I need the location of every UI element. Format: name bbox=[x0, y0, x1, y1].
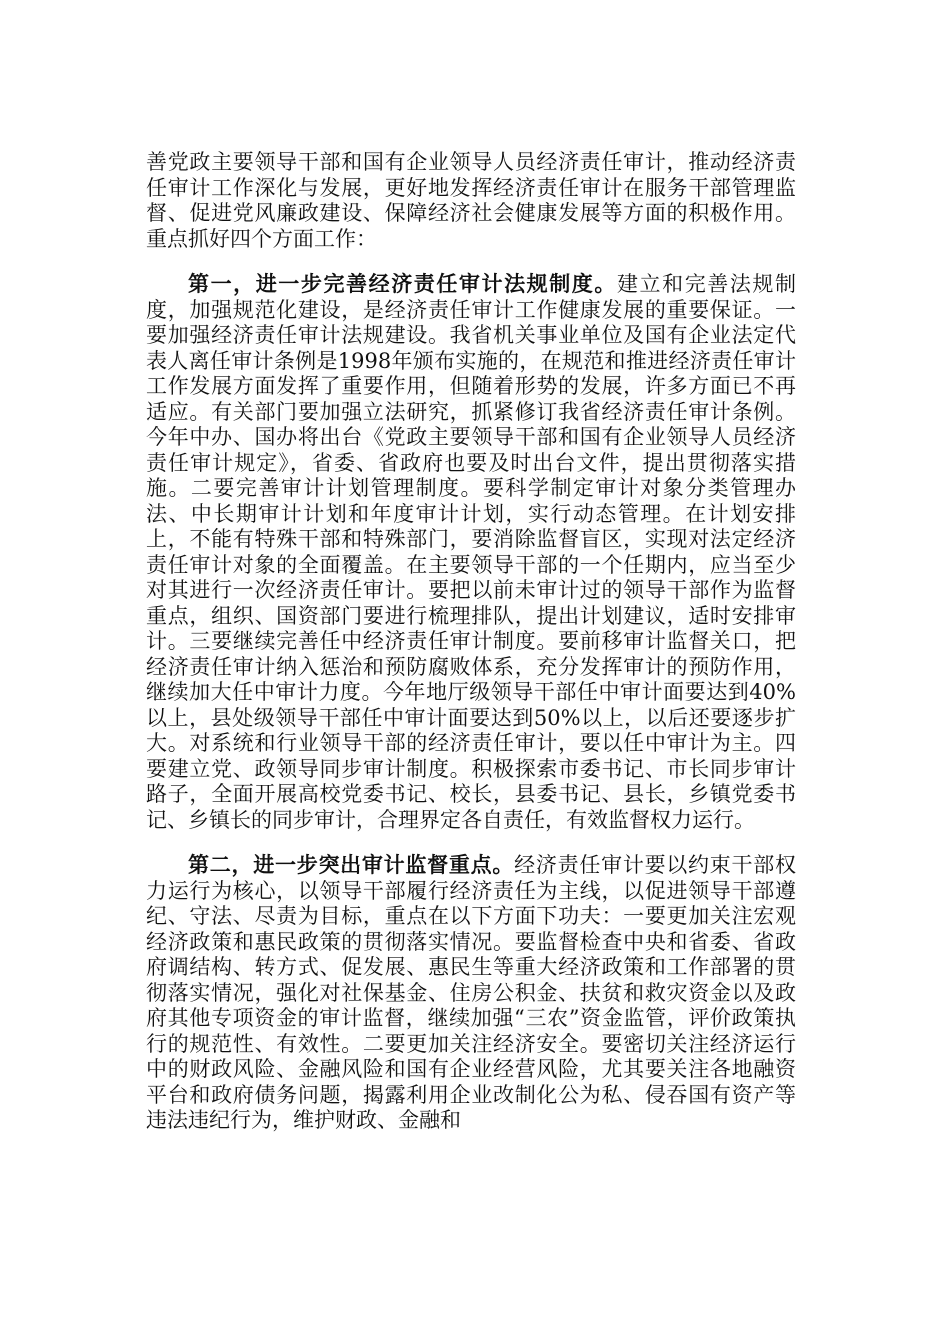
paragraph-first-point-text: 建立和完善法规制度，加强规范化建设，是经济责任审计工作健康发展的重要保证。一要加强经济责任审计法规建设。我省机关事业单位及国有企业法定代表人离任审计条例是1998年颁布实施的，在规范和推进经济责任审计工作发展方面发挥了重要作用，但随着形势的发展，许多方面已不再适应。有关部门要加强立法研究，抓紧修订我省经济责任审计条例。今年中办、国办将出台《党政主要领导干部和国有企业领导人员经济责任审计规定》，省委、省政府也要及时出台文件，提出贯彻落实措施。二要完善审计计划管理制度。要科学制定审计对象分类管理办法、中长期审计计划和年度审计计划，实行动态管理。在计划安排上，不能有特殊干部和特殊部门，要消除监督盲区，实现对法定经济责任审计对象的全面覆盖。在主要领导干部的一个任期内，应当至少对其进行一次经济责任审计。要把以前未审计过的领导干部作为监督重点，组织、国资部门要进行梳理排队，提出计划建议，适时安排审计。三要继续完善任中经济责任审计制度。要前移审计监督关口，把经济责任审计纳入惩治和预防腐败体系，充分发挥审计的预防作用，继续加大任中审计力度。今年地厅级领导干部任中审计面要达到40%以上，县处级领导干部任中审计面要达到50%以上，以后还要逐步扩大。对系统和行业领导干部的经济责任审计，要以任中审计为主。四要建立党、政领导同步审计制度。积极探索市委书记、市长同步审计路子，全面开展高校党委书记、校长，县委书记、县长，乡镇党委书记、乡镇长的同步审计，合理界定各自责任，有效监督权力运行。 bbox=[146, 272, 797, 832]
document-body bbox=[146, 150, 796, 1134]
paragraph-spacer bbox=[146, 252, 796, 271]
paragraph-first-point-heading: 第一，进一步完善经济责任审计法规制度。 bbox=[188, 271, 617, 296]
paragraph-spacer bbox=[146, 833, 796, 852]
paragraph-second-point-heading: 第二，进一步突出审计监督重点。 bbox=[188, 852, 515, 877]
paragraph-second-point-text: 经济责任审计要以约束干部权力运行为核心，以领导干部履行经济责任为主线，以促进领导干部遵纪、守法、尽责为目标，重点在以下方面下功夫：一要更加关注宏观经济政策和惠民政策的贯彻落实情况。要监督检查中央和省委、省政府调结构、转方式、促发展、惠民生等重大经济政策和工作部署的贯彻落实情况，强化对社保基金、住房公积金、扶贫和救灾资金以及政府其他专项资金的审计监督，继续加强“三农”资金监管，评价政策执行的规范性、有效性。二要更加关注经济安全。要密切关注经济运行中的财政风险、金融风险和国有企业经营风险，尤其要关注各地融资平台和政府债务问题，揭露利用企业改制化公为私、侵吞国有资产等违法违纪行为，维护财政、金融和 bbox=[146, 853, 797, 1132]
paragraph-intro-text: 善党政主要领导干部和国有企业领导人员经济责任审计，推动经济责任审计工作深化与发展，更好地发挥经济责任审计在服务干部管理监督、促进党风廉政建设、保障经济社会健康发展等方面的积极作用。重点抓好四个方面工作： bbox=[146, 150, 796, 251]
paragraph-second-point bbox=[146, 852, 796, 1134]
paragraph-first-point bbox=[146, 271, 796, 833]
paragraph-intro bbox=[146, 150, 796, 252]
